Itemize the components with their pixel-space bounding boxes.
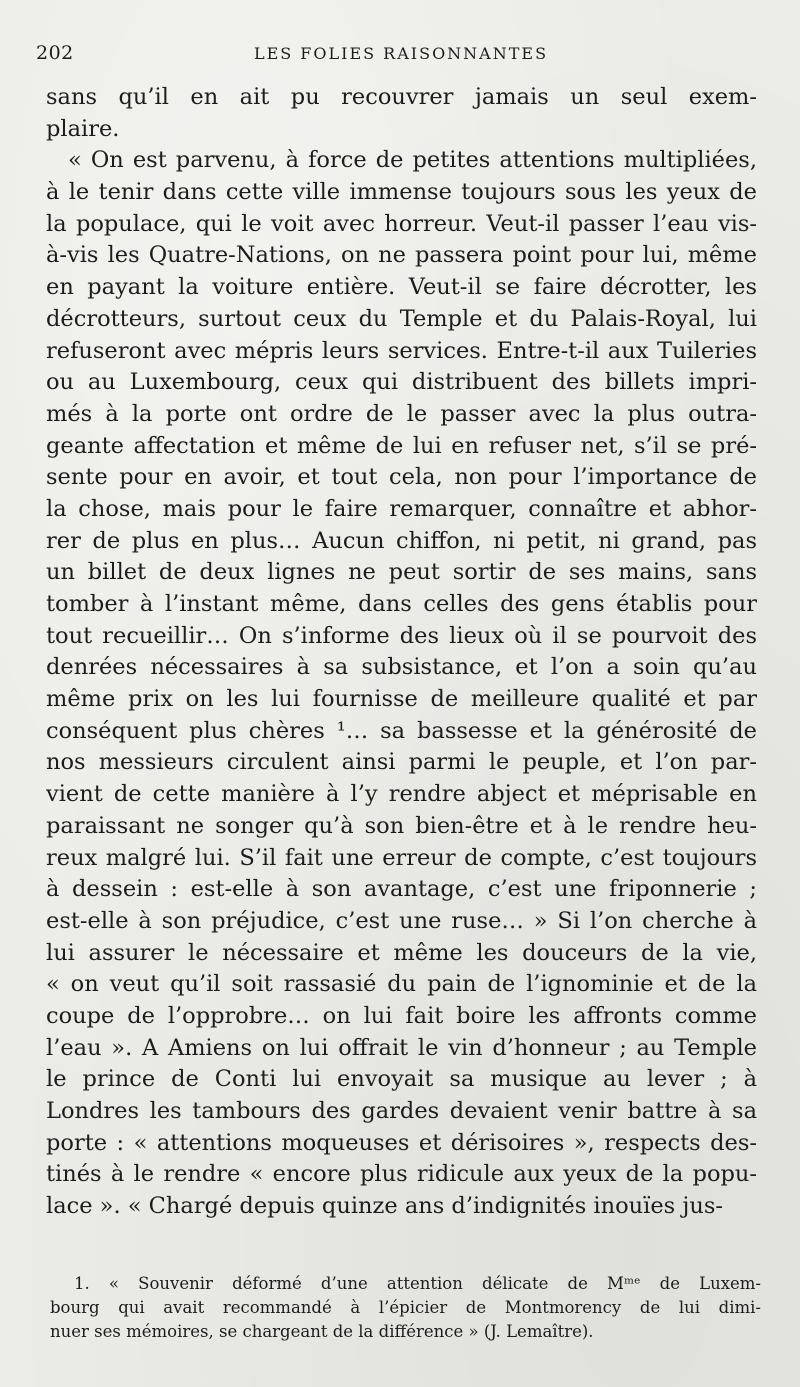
page-header <box>36 42 766 68</box>
text-line: « On est parvenu, à force de petites attentions multipliées, <box>68 147 757 174</box>
text-line: paraissant ne songer qu’à son bien-être et à le rendre heu- <box>46 812 757 839</box>
text-line: est-elle à son préjudice, c’est une ruse… » Si l’on cherche à <box>46 907 757 934</box>
text-line: sans qu’il en ait pu recouvrer jamais un seul exem- <box>46 84 757 110</box>
footnote-line: nuer ses mémoires, se chargeant de la différence » (J. Lemaître). <box>50 1322 594 1341</box>
text-line: lui assurer le nécessaire et même les douceurs de la vie, <box>46 939 757 966</box>
text-line: plaire. <box>46 115 120 142</box>
page-number: 202 <box>36 42 74 64</box>
text-line: un billet de deux lignes ne peut sortir de ses mains, sans <box>46 559 757 586</box>
text-line: même prix on les lui fournisse de meilleure qualité et par <box>46 686 757 713</box>
text-line: à le tenir dans cette ville immense toujours sous les yeux de <box>46 179 757 206</box>
text-line: la chose, mais pour le faire remarquer, connaître et abhor- <box>46 495 757 522</box>
text-line: rer de plus en plus… Aucun chiffon, ni petit, ni grand, pas <box>46 527 757 554</box>
text-line: denrées nécessaires à sa subsistance, et l’on a soin qu’au <box>46 654 757 681</box>
text-line: le prince de Conti lui envoyait sa musique au lever ; à <box>46 1066 757 1093</box>
text-line: tout recueillir… On s’informe des lieux où il se pourvoit des <box>46 622 757 649</box>
body-text <box>46 82 757 1223</box>
text-line: la populace, qui le voit avec horreur. Veut-il passer l’eau vis- <box>46 210 757 237</box>
text-line: à dessein : est-elle à son avantage, c’est une friponnerie ; <box>46 876 757 903</box>
text-line: porte : « attentions moqueuses et dérisoires », respects des- <box>46 1129 757 1156</box>
text-line: en payant la voiture entière. Veut-il se faire décrotter, les <box>46 274 757 301</box>
text-line: l’eau ». A Amiens on lui offrait le vin d’honneur ; au Temple <box>46 1034 757 1061</box>
text-line: à-vis les Quatre-Nations, on ne passera point pour lui, même <box>46 242 757 269</box>
footnote-line: 1. « Souvenir déformé d’une attention délicate de Mᵐᵉ de Luxem- <box>74 1274 761 1293</box>
text-line: coupe de l’opprobre… on lui fait boire les affronts comme <box>46 1002 757 1029</box>
text-line: tinés à le rendre « encore plus ridicule aux yeux de la popu- <box>46 1161 757 1188</box>
text-line: lace ». « Chargé depuis quinze ans d’indignités inouïes jus- <box>46 1193 723 1220</box>
text-line: geante affectation et même de lui en refuser net, s’il se pré- <box>46 432 757 459</box>
text-line: nos messieurs circulent ainsi parmi le peuple, et l’on par- <box>46 749 757 776</box>
text-line: més à la porte ont ordre de le passer avec la plus outra- <box>46 400 757 427</box>
text-line: « on veut qu’il soit rassasié du pain de l’ignominie et de la <box>46 971 757 998</box>
running-title: LES FOLIES RAISONNANTES <box>253 44 549 63</box>
text-line: reux malgré lui. S’il fait une erreur de compte, c’est toujours <box>46 844 757 871</box>
footnote-line: bourg qui avait recommandé à l’épicier de Montmorency de lui dimi- <box>50 1298 761 1317</box>
footnote <box>50 1272 761 1344</box>
text-line: vient de cette manière à l’y rendre abject et méprisable en <box>46 781 757 808</box>
text-line: décrotteurs, surtout ceux du Temple et du Palais-Royal, lui <box>46 305 757 332</box>
text-line: conséquent plus chères ¹… sa bassesse et la générosité de <box>46 717 757 744</box>
text-line: ou au Luxembourg, ceux qui distribuent des billets impri- <box>46 369 757 396</box>
text-line: refuseront avec mépris leurs services. Entre-t-il aux Tuileries <box>46 337 757 364</box>
text-line: sente pour en avoir, et tout cela, non pour l’importance de <box>46 464 757 491</box>
text-line: tomber à l’instant même, dans celles des gens établis pour <box>46 591 757 617</box>
text-line: Londres les tambours des gardes devaient venir battre à sa <box>46 1098 757 1124</box>
